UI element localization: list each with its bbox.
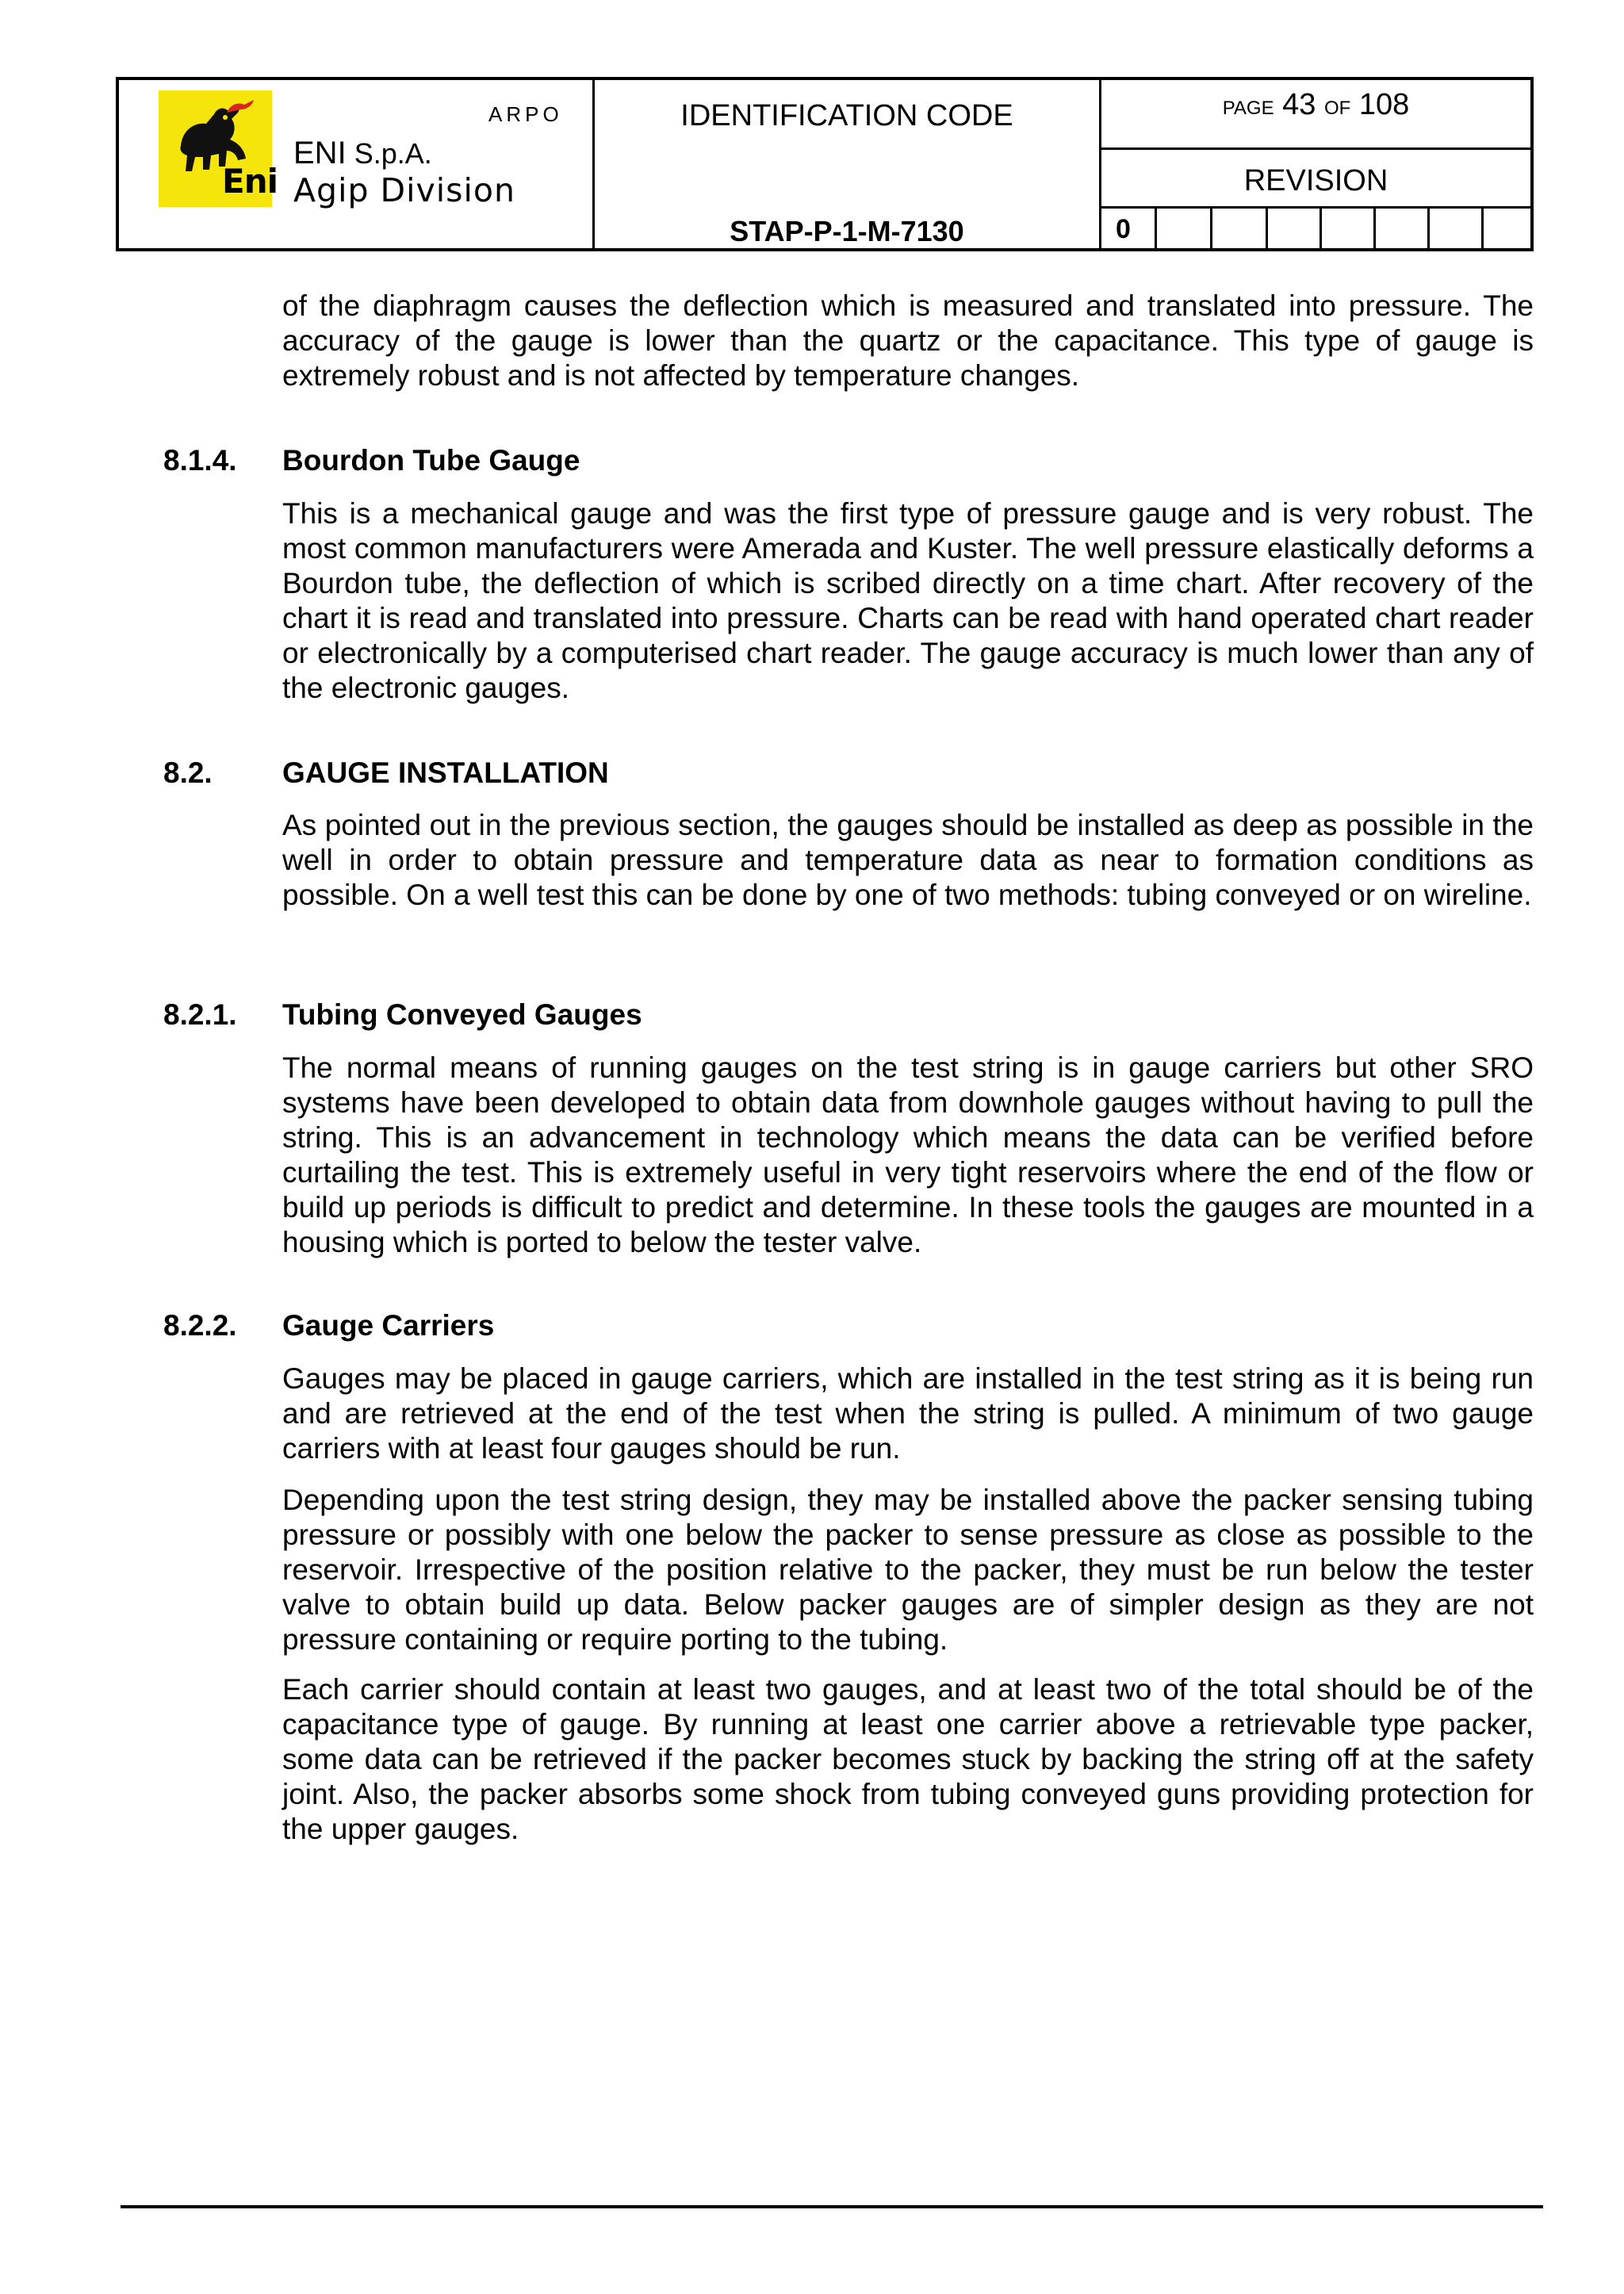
section-number: 8.2.2. bbox=[163, 1309, 237, 1342]
revision-label-cell bbox=[1101, 150, 1530, 209]
section-title: Tubing Conveyed Gauges bbox=[282, 998, 642, 1031]
company-name-main: ENI bbox=[293, 136, 347, 170]
document-header bbox=[116, 77, 1534, 251]
company-name-suffix: S.p.A. bbox=[354, 137, 432, 170]
section-paragraph: As pointed out in the previous section, the gauges should be installed as deep as possible in the well in order to obtain pressure and temperature data as near to formation conditions as possible. On a well test this can be done by one of two methods: tubing conveyed or on wireline. bbox=[282, 809, 1534, 911]
revision-box bbox=[1430, 209, 1484, 248]
page-number: 43 bbox=[1282, 88, 1316, 121]
section-number: 8.2.1. bbox=[163, 998, 237, 1031]
page-indicator bbox=[1101, 88, 1530, 122]
company-name bbox=[293, 136, 432, 171]
revision-box bbox=[1268, 209, 1322, 248]
revision-boxes bbox=[1101, 209, 1530, 248]
section-title: Gauge Carriers bbox=[282, 1309, 495, 1342]
intro-paragraph: of the diaphragm causes the deflection which is measured and translated into pressure. The accuracy of the gauge is lower than the quartz or the capacitance. This type of gauge is extremely robust and is not affected by temperature changes. bbox=[282, 289, 1534, 392]
page-number-cell bbox=[1101, 80, 1530, 150]
revision-box bbox=[1484, 209, 1530, 248]
section-paragraph: This is a mechanical gauge and was the first type of pressure gauge and is very robust. The most common manufacturers were Amerada and Kuster. The well pressure elastically deforms a Bourdon tube, the deflection of which is scribed directly on a time chart. After recovery of the chart it is read and translated into pressure. Charts can be read with hand operated chart reader or electronically by a computerised chart reader. The gauge accuracy is much lower than any of the electronic gauges. bbox=[282, 497, 1534, 704]
section-paragraph: Gauges may be placed in gauge carriers, which are installed in the test string as it is being run and are retrieved at the end of the test when the string is pulled. A minimum of two gauge carriers with at least four gauges should be run. bbox=[282, 1362, 1534, 1465]
identification-cell bbox=[595, 80, 1101, 248]
company-logo-cell bbox=[119, 80, 595, 248]
revision-label: REVISION bbox=[1243, 164, 1388, 197]
revision-box bbox=[1157, 209, 1212, 248]
revision-box-current: 0 bbox=[1101, 209, 1157, 248]
section-title: Bourdon Tube Gauge bbox=[282, 444, 580, 477]
section-title: GAUGE INSTALLATION bbox=[282, 756, 609, 789]
footer-rule bbox=[121, 2205, 1543, 2208]
identification-label: IDENTIFICATION CODE bbox=[680, 99, 1013, 132]
page-total: 108 bbox=[1358, 88, 1410, 121]
section-number: 8.1.4. bbox=[163, 444, 237, 477]
revision-box bbox=[1212, 209, 1268, 248]
section-number: 8.2. bbox=[163, 756, 213, 789]
section-paragraph: Each carrier should contain at least two gauges, and at least two of the total should be of the capacitance type of gauge. By running at least one carrier above a retrievable type packer, some data can be retrieved if the packer becomes stuck by backing the string off at the safety joint. Also, the packer absorbs some shock from tubing conveyed guns providing protection for the upper gauges. bbox=[282, 1673, 1534, 1845]
division-name: Agip Division bbox=[293, 171, 515, 209]
identification-code: STAP-P-1-M-7130 bbox=[730, 215, 964, 247]
section-paragraph: The normal means of running gauges on the test string is in gauge carriers but other SRO systems have been developed to obtain data from downhole gauges without having to pull the string. This is an advancement in technology which means the data can be verified before curtailing the test. This is extremely useful in very tight reservoirs where the end of the flow or build up periods is difficult to predict and determine. In these tools the gauges are mounted in a housing which is ported to below the tester valve. bbox=[282, 1051, 1534, 1258]
page-word: PAGE bbox=[1222, 98, 1274, 119]
section-paragraph: Depending upon the test string design, they may be installed above the packer sensing tubing pressure or possibly with one below the packer to sense pressure as close as possible to the reservoir. Irrespective of the position relative to the packer, they must be run below the tester valve to obtain build up data. Below packer gauges are of simpler design as they are not pressure containing or require porting to the tubing. bbox=[282, 1484, 1534, 1656]
division-code: ARPO bbox=[488, 102, 563, 126]
eni-logo bbox=[159, 90, 278, 207]
of-word: OF bbox=[1324, 98, 1351, 119]
revision-box bbox=[1376, 209, 1430, 248]
revision-box bbox=[1322, 209, 1376, 248]
logo-wordmark: Eni bbox=[222, 162, 278, 201]
